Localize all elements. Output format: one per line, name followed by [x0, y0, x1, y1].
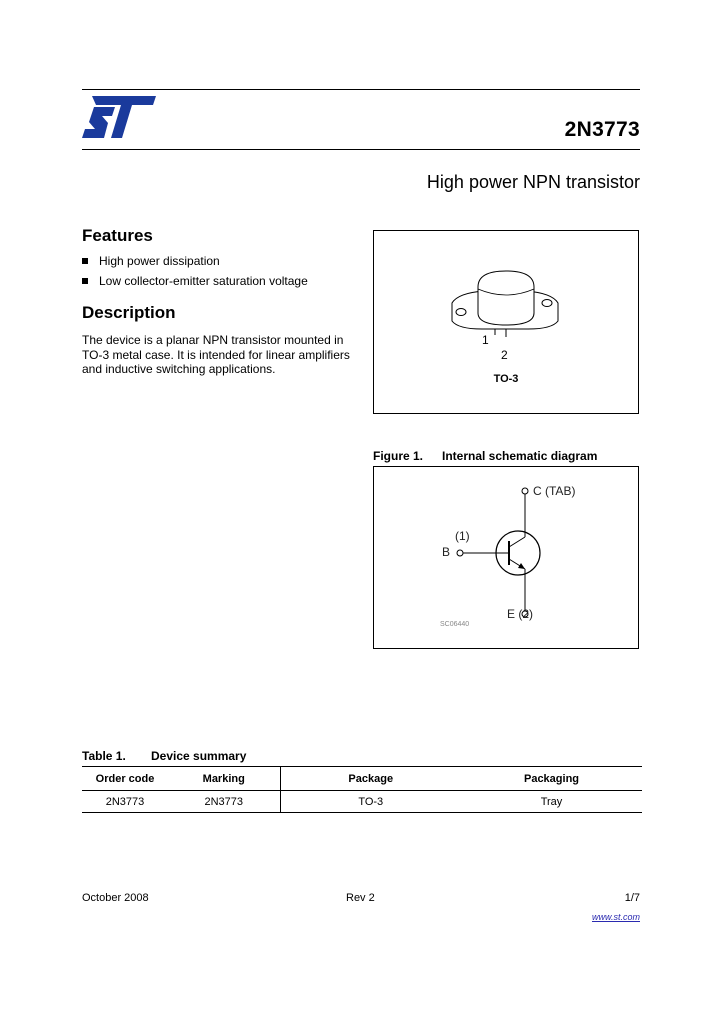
header-marking: Marking: [168, 767, 280, 791]
pin2-label: 2: [501, 348, 508, 362]
header-package: Package: [280, 767, 461, 791]
website-link[interactable]: www.st.com: [591, 912, 640, 922]
device-summary-table: [82, 766, 642, 813]
base-label: B: [442, 545, 451, 559]
footer-page-number: 1/7: [624, 892, 640, 904]
cell-order-code: 2N3773: [82, 791, 168, 813]
cell-packaging: Tray: [461, 791, 642, 813]
table-caption: [82, 749, 246, 763]
bullet-square-icon: [82, 278, 88, 284]
header-bottom-rule: [82, 149, 640, 150]
table-number: Table 1.: [82, 749, 126, 763]
cell-marking: 2N3773: [168, 791, 280, 813]
footer-date: October 2008: [82, 892, 149, 904]
part-number: 2N3773: [564, 118, 640, 141]
figure-caption: [373, 449, 597, 463]
figure-title: Internal schematic diagram: [442, 449, 598, 463]
table-title: Device summary: [151, 749, 247, 763]
pin1-label: 1: [482, 333, 489, 347]
to3-package-icon: [444, 267, 564, 357]
emitter-label: E (2): [507, 607, 534, 621]
table-row: [82, 791, 642, 813]
description-heading: Description: [82, 303, 176, 322]
feature-text: High power dissipation: [99, 254, 220, 268]
feature-item: [82, 274, 308, 288]
cell-package: TO-3: [280, 791, 461, 813]
table-header-row: [82, 767, 642, 791]
st-logo-icon: [82, 96, 156, 138]
header-packaging: Packaging: [461, 767, 642, 791]
bullet-square-icon: [82, 258, 88, 264]
feature-text: Low collector-emitter saturation voltage: [99, 274, 308, 288]
collector-label: C (TAB): [533, 484, 576, 498]
description-text: The device is a planar NPN transistor mounted in TO-3 metal case. It is intended for linear amplifiers and inductive switching applications.: [82, 333, 350, 376]
features-heading: Features: [82, 226, 153, 245]
header-top-rule: [82, 89, 640, 90]
feature-item: [82, 254, 220, 268]
header-order-code: Order code: [82, 767, 168, 791]
figure-number: Figure 1.: [373, 449, 424, 463]
package-figure-box: [373, 230, 639, 414]
page-subtitle: High power NPN transistor: [426, 172, 640, 192]
base-pin-label: (1): [455, 529, 470, 543]
schematic-box: [373, 466, 639, 649]
figure-code: SC06440: [440, 621, 470, 628]
package-label: TO-3: [493, 373, 519, 385]
footer-revision: Rev 2: [346, 892, 375, 904]
npn-transistor-symbol-icon: [374, 467, 638, 648]
